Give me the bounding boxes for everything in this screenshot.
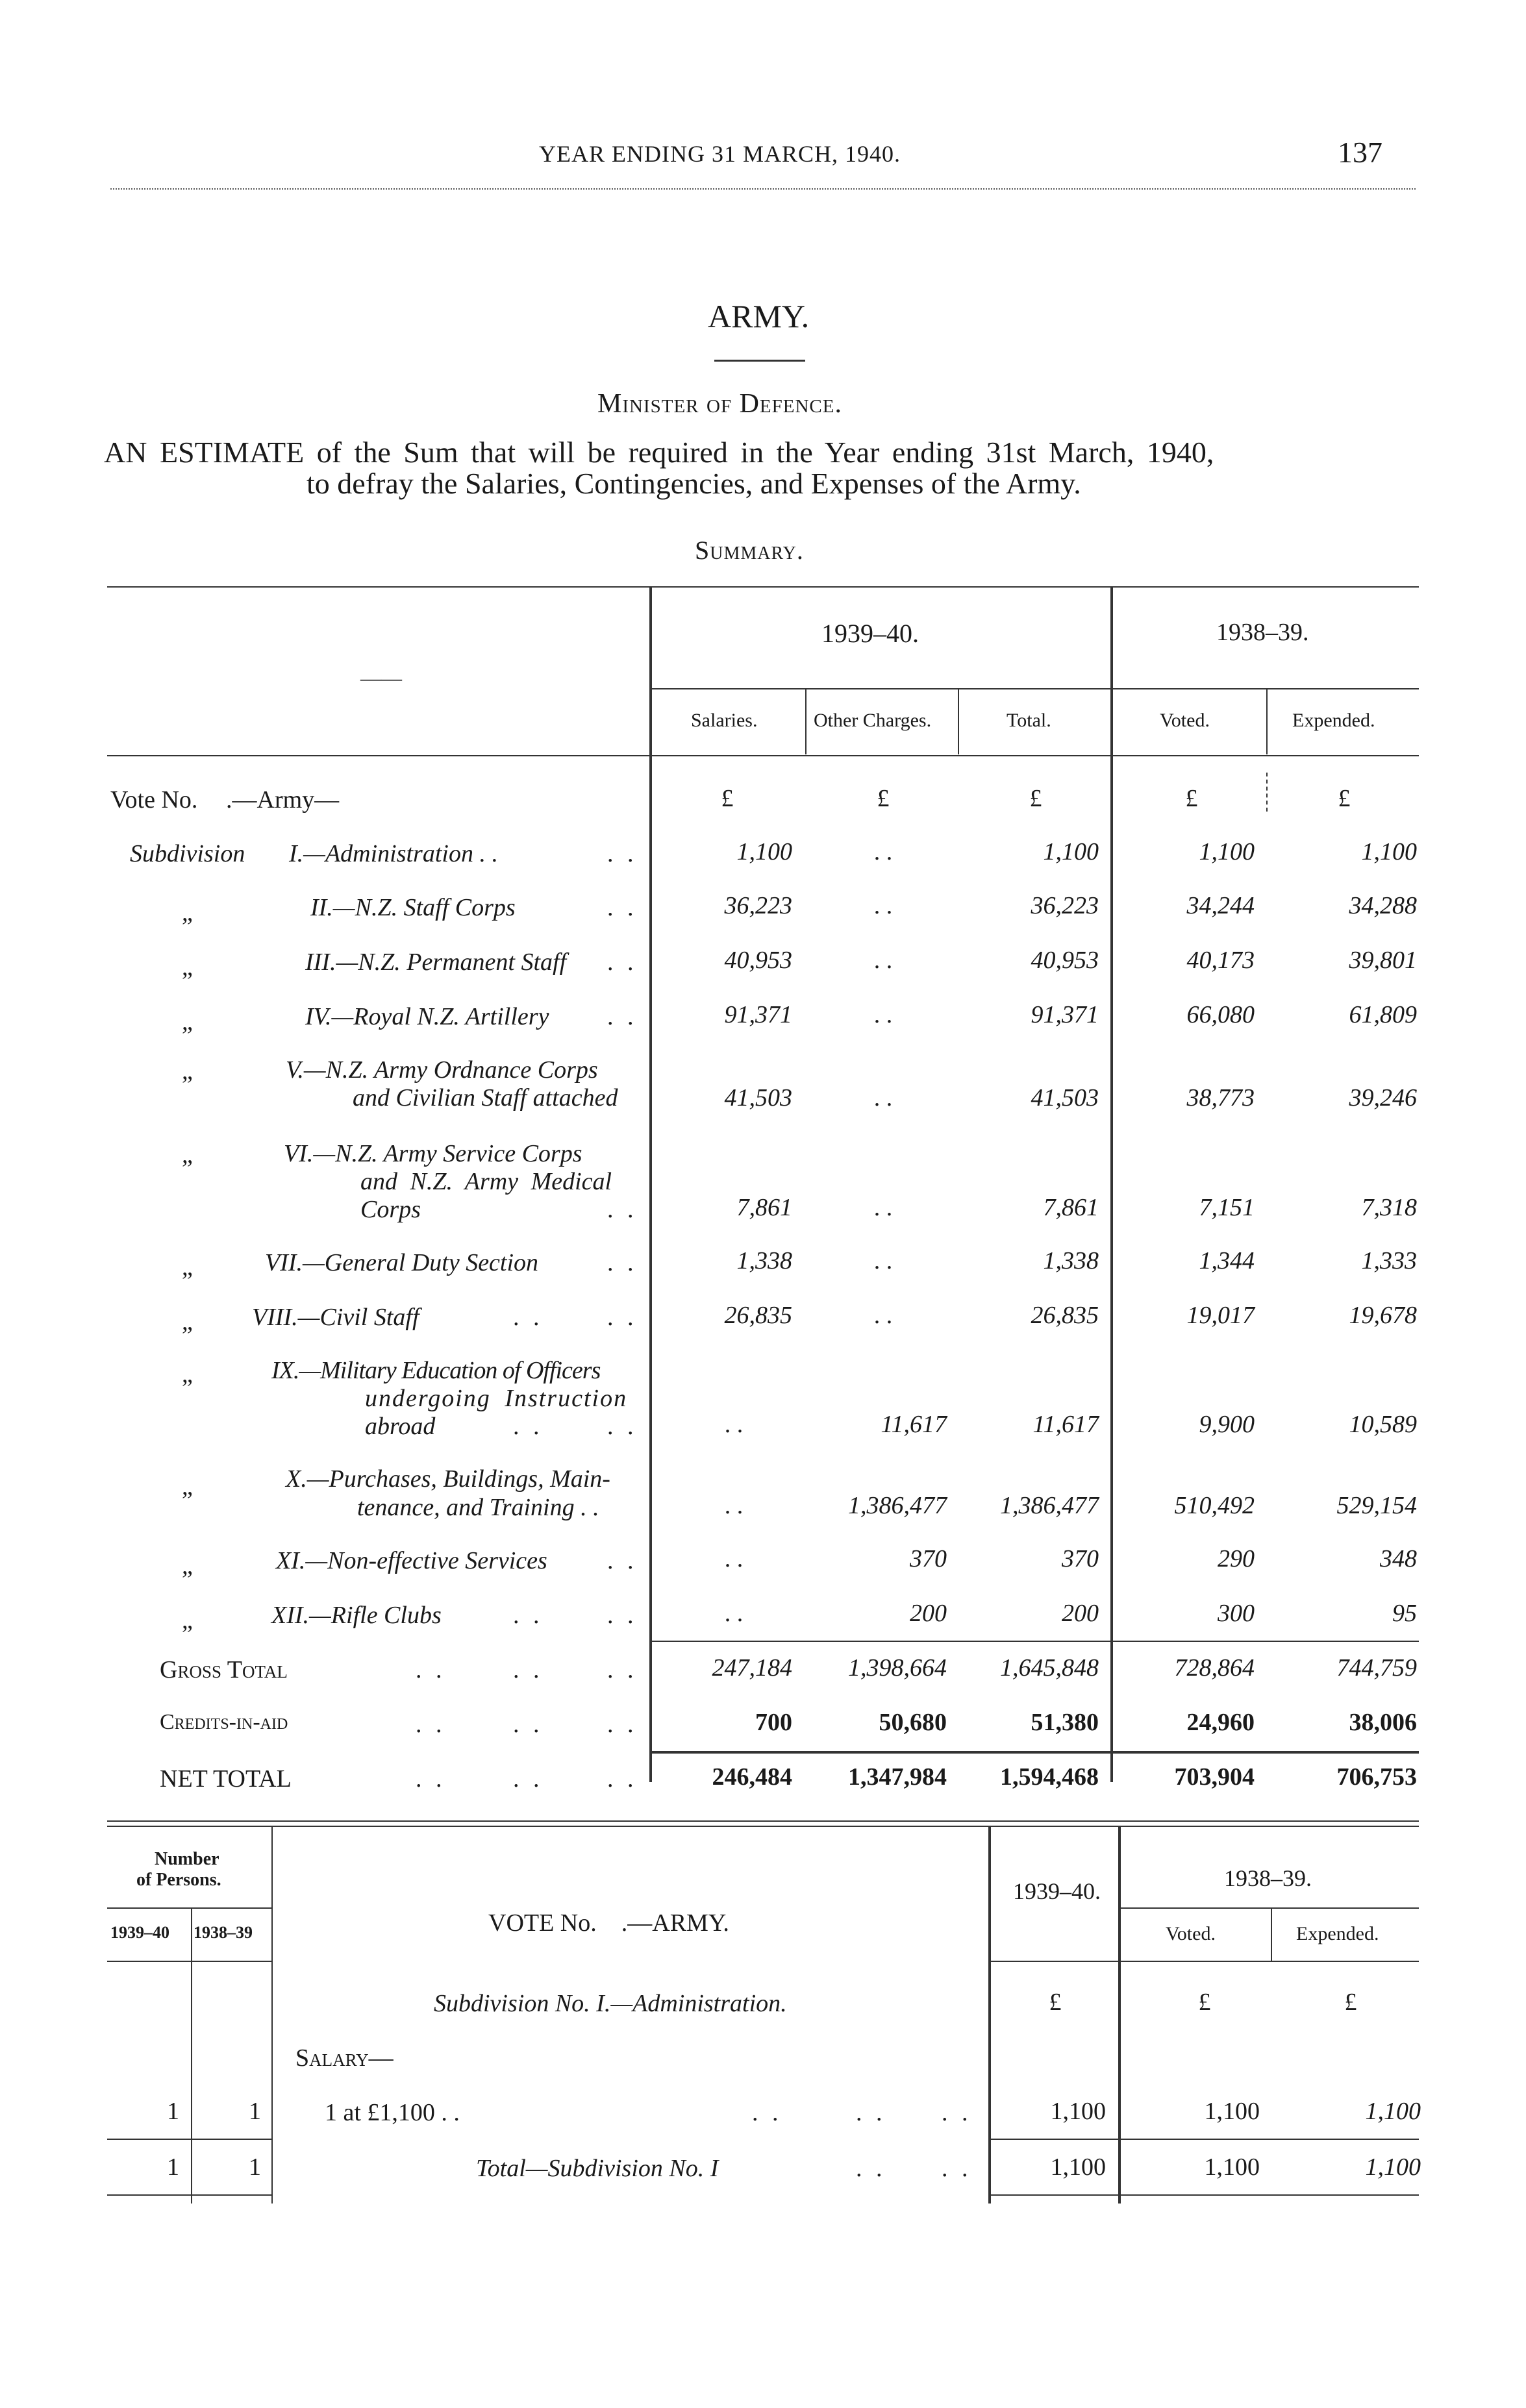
row-dots: . . — [607, 1304, 638, 1331]
estimate-line-2: to defray the Salaries, Contingencies, and Expenses of the Army. — [306, 467, 1081, 500]
row-label: XII.—Rifle Clubs — [271, 1602, 442, 1629]
row-voted: 9,900 — [1199, 1411, 1255, 1438]
row-label-line1: X.—Purchases, Buildings, Main- — [286, 1465, 610, 1493]
row-dots: . . — [607, 1249, 638, 1276]
ditto-mark: „ — [182, 1141, 193, 1169]
row-dots: . . — [607, 1711, 638, 1738]
row-total: 91,371 — [1031, 1001, 1099, 1028]
row-label: II.—N.Z. Staff Corps — [310, 894, 516, 921]
net-total: 1,594,468 — [1000, 1763, 1099, 1791]
row-total: 7,861 — [1043, 1194, 1099, 1221]
row-total: 370 — [1062, 1545, 1099, 1572]
row-voted: 1,100 — [1199, 838, 1255, 865]
vote-persons-divider — [191, 1909, 192, 2203]
row-expended: 529,154 — [1336, 1492, 1417, 1519]
row-dots: . . — [607, 1547, 638, 1574]
total-label: Total—Subdivision No. I — [476, 2155, 719, 2182]
gross-expended: 744,759 — [1336, 1654, 1417, 1682]
ditto-mark: „ — [182, 1308, 193, 1335]
title-rule — [714, 360, 805, 362]
vote-bottom-rule — [988, 2194, 1419, 2196]
salary-heading: Salary— — [295, 2044, 394, 2072]
row-dots: . . — [607, 1196, 638, 1223]
row-label-line2: undergoing Instruction — [365, 1385, 628, 1412]
pound-voted: £ — [1185, 785, 1198, 812]
row-dots: . . — [513, 1711, 544, 1738]
pound-total: £ — [1029, 785, 1042, 812]
page-number: 137 — [1338, 136, 1382, 169]
pound-current: £ — [1049, 1989, 1062, 2016]
item-persons-prev: 1 — [249, 2098, 261, 2125]
summary-year-prev: 1938–39. — [1216, 619, 1309, 646]
vote-no-label: Vote No. — [110, 786, 198, 813]
row-salaries: 91,371 — [724, 1001, 792, 1028]
total-persons-prev: 1 — [249, 2154, 261, 2181]
row-label: VII.—General Duty Section — [265, 1249, 539, 1276]
row-expended: 34,288 — [1349, 892, 1417, 919]
item-persons-current: 1 — [167, 2098, 179, 2125]
row-dots: . . — [607, 1413, 638, 1440]
ditto-mark: „ — [182, 1008, 193, 1036]
item-current: 1,100 — [1050, 2098, 1106, 2125]
gross-other: 1,398,664 — [848, 1654, 947, 1682]
ditto-mark: „ — [182, 1607, 193, 1634]
row-total: 1,386,477 — [1000, 1492, 1099, 1519]
row-label-line2: and N.Z. Army Medical — [360, 1168, 612, 1195]
item-expended: 1,100 — [1365, 2098, 1421, 2125]
estimate-line-1: AN ESTIMATE of the Sum that will be required in the Year ending 31st March, 1940, — [104, 436, 1214, 469]
summary-col-divider-5 — [1266, 689, 1268, 754]
gross-total: 1,645,848 — [1000, 1654, 1099, 1682]
row-salaries: 26,835 — [724, 1302, 792, 1329]
row-expended: 19,678 — [1349, 1302, 1417, 1329]
row-total: 1,338 — [1043, 1247, 1099, 1274]
row-dots: . . — [607, 949, 638, 976]
summary-heading: Summary. — [695, 536, 804, 565]
row-dots: . . — [513, 1656, 544, 1683]
row-other: . . — [873, 1247, 893, 1274]
row-label-line3: Corps — [360, 1196, 421, 1223]
net-salaries: 246,484 — [712, 1763, 792, 1791]
row-dots: . . — [513, 1602, 544, 1629]
ditto-mark: „ — [182, 1058, 193, 1085]
row-dots: . . — [752, 2099, 782, 2126]
row-dots: . . — [513, 1413, 544, 1440]
gross-rule — [649, 1641, 1419, 1642]
pound-salaries: £ — [721, 785, 734, 812]
row-dots: . . — [856, 2099, 886, 2126]
vote-col-expended: Expended. — [1296, 1923, 1379, 1944]
row-total: 41,503 — [1031, 1084, 1099, 1111]
row-label-line2: and Civilian Staff attached — [353, 1084, 618, 1111]
row-dots: . . — [856, 2155, 886, 2182]
summary-year-current: 1939–40. — [821, 619, 919, 648]
summary-stub-dash: —— — [360, 666, 402, 689]
vote-col-voted: Voted. — [1166, 1923, 1216, 1944]
row-other: . . — [873, 892, 893, 919]
row-salaries: 1,338 — [736, 1247, 792, 1274]
row-salaries: 40,953 — [724, 947, 792, 974]
vote-header-rule — [988, 1961, 1419, 1962]
row-label: VIII.—Civil Staff — [252, 1304, 419, 1331]
row-expended: 95 — [1392, 1600, 1417, 1627]
row-total: 40,953 — [1031, 947, 1099, 974]
row-other: . . — [873, 1084, 893, 1111]
vote-col-divider-1 — [988, 1827, 991, 2203]
total-persons-current: 1 — [167, 2154, 179, 2181]
row-dots: . . — [607, 894, 638, 921]
col-salaries: Salaries. — [691, 710, 758, 731]
row-voted: 1,344 — [1199, 1247, 1255, 1274]
row-other: 11,617 — [881, 1411, 947, 1438]
summary-col-divider-3 — [958, 689, 959, 754]
row-other: . . — [873, 1302, 893, 1329]
row-expended: 39,246 — [1349, 1084, 1417, 1111]
pound-voted: £ — [1198, 1989, 1211, 2016]
row-label: XI.—Non-effective Services — [276, 1547, 547, 1574]
net-voted: 703,904 — [1174, 1763, 1255, 1791]
row-salaries: 36,223 — [724, 892, 792, 919]
number-of-persons-1: Number — [155, 1849, 219, 1869]
row-dots: . . — [607, 1765, 638, 1793]
row-dots: . . — [416, 1765, 446, 1793]
item-voted: 1,100 — [1204, 2098, 1260, 2125]
ditto-mark: „ — [182, 954, 193, 981]
row-dots: . . — [942, 2099, 972, 2126]
persons-header-rule — [107, 1961, 271, 1962]
row-voted: 290 — [1218, 1545, 1255, 1572]
persons-bottom-rule — [107, 2194, 271, 2196]
page-title: ARMY. — [708, 298, 810, 334]
row-dots: . . — [607, 840, 638, 867]
row-dots: . . — [513, 1765, 544, 1793]
vote-heading: VOTE No. .—ARMY. — [488, 1909, 729, 1937]
row-dots: . . — [513, 1304, 544, 1331]
ditto-mark: „ — [182, 1361, 193, 1388]
credits-voted: 24,960 — [1186, 1709, 1255, 1736]
row-expended: 1,100 — [1361, 838, 1417, 865]
row-label-line3: abroad — [365, 1413, 436, 1440]
ditto-mark: „ — [182, 1552, 193, 1580]
row-other: . . — [873, 1001, 893, 1028]
vote-no-suffix: .—Army— — [226, 786, 340, 813]
col-persons-prev: 1938–39 — [194, 1923, 253, 1942]
row-total: 26,835 — [1031, 1302, 1099, 1329]
col-voted: Voted. — [1160, 710, 1210, 731]
row-other: . . — [873, 838, 893, 865]
row-salaries: 41,503 — [724, 1084, 792, 1111]
row-voted: 40,173 — [1186, 947, 1255, 974]
ditto-mark: „ — [182, 1254, 193, 1281]
row-label-line2: tenance, and Training . . — [357, 1494, 599, 1521]
row-label: I.—Administration . . — [289, 840, 498, 867]
persons-rule — [107, 1907, 271, 1909]
row-dots: . . — [607, 1003, 638, 1030]
row-salaries: . . — [724, 1411, 744, 1438]
running-title: YEAR ENDING 31 MARCH, 1940. — [539, 141, 901, 167]
ditto-mark: „ — [182, 1473, 193, 1500]
header-rule — [110, 188, 1416, 190]
row-voted: 19,017 — [1186, 1302, 1255, 1329]
prev-year-rule — [1118, 1907, 1419, 1909]
row-voted: 34,244 — [1186, 892, 1255, 919]
row-dots: . . — [416, 1711, 446, 1738]
row-voted: 300 — [1218, 1600, 1255, 1627]
net-rule — [649, 1751, 1419, 1754]
row-expended: 61,809 — [1349, 1001, 1417, 1028]
row-total: 1,100 — [1043, 838, 1099, 865]
net-expended: 706,753 — [1336, 1763, 1417, 1791]
row-other: . . — [873, 1194, 893, 1221]
row-voted: 66,080 — [1186, 1001, 1255, 1028]
row-expended: 7,318 — [1361, 1194, 1417, 1221]
credits-total: 51,380 — [1031, 1709, 1099, 1736]
row-voted: 38,773 — [1186, 1084, 1255, 1111]
row-expended: 348 — [1380, 1545, 1417, 1572]
pound-expended: £ — [1338, 785, 1351, 812]
credits-expended: 38,006 — [1349, 1709, 1417, 1736]
row-expended: 39,801 — [1349, 947, 1417, 974]
subdivision-title: Subdivision No. I.—Administration. — [434, 1990, 787, 2017]
row-label-line1: VI.—N.Z. Army Service Corps — [284, 1140, 582, 1167]
summary-top-rule — [107, 586, 1419, 588]
credits-other: 50,680 — [879, 1709, 947, 1736]
col-expended: Expended. — [1292, 710, 1375, 731]
row-salaries: 1,100 — [736, 838, 792, 865]
row-total: 11,617 — [1032, 1411, 1099, 1438]
net-total-label: NET TOTAL — [160, 1765, 292, 1793]
row-label: III.—N.Z. Permanent Staff — [305, 949, 567, 976]
subdivision-word: Subdivision — [130, 840, 245, 867]
vote-col-divider-3 — [1271, 1909, 1272, 1961]
summary-subheader-rule — [649, 688, 1419, 689]
summary-col-divider-2 — [805, 689, 807, 754]
row-dots: . . — [942, 2155, 972, 2182]
item-label: 1 at £1,100 . . — [325, 2099, 460, 2126]
number-of-persons-2: of Persons. — [136, 1870, 221, 1890]
total-current: 1,100 — [1050, 2154, 1106, 2181]
net-other: 1,347,984 — [848, 1763, 947, 1791]
persons-total-rule — [107, 2139, 271, 2140]
vote-year-current: 1939–40. — [1013, 1878, 1101, 1904]
vote-stub-divider — [271, 1827, 273, 2203]
credits-salaries: 700 — [755, 1709, 792, 1736]
vote-top-rule-1 — [107, 1820, 1419, 1822]
row-total: 200 — [1062, 1600, 1099, 1627]
col-total: Total. — [1007, 710, 1051, 731]
vote-total-rule — [988, 2139, 1419, 2140]
row-salaries: 7,861 — [736, 1194, 792, 1221]
vote-col-divider-2 — [1118, 1827, 1121, 2203]
vote-top-rule-2 — [107, 1826, 1419, 1827]
row-dots: . . — [416, 1656, 446, 1683]
row-salaries: . . — [724, 1600, 744, 1627]
pound-expended: £ — [1344, 1989, 1357, 2016]
row-label-line1: V.—N.Z. Army Ordnance Corps — [286, 1056, 598, 1084]
row-other: 1,386,477 — [848, 1492, 947, 1519]
row-dots: . . — [607, 1602, 638, 1629]
minister-heading: Minister of Defence. — [597, 389, 842, 419]
row-label: IV.—Royal N.Z. Artillery — [305, 1003, 549, 1030]
summary-col-divider-1 — [649, 588, 652, 1782]
col-other-charges: Other Charges. — [814, 710, 932, 731]
row-salaries: . . — [724, 1492, 744, 1519]
row-total: 36,223 — [1031, 892, 1099, 919]
row-other: 370 — [910, 1545, 947, 1572]
summary-col-divider-6 — [1266, 773, 1268, 812]
vote-year-prev: 1938–39. — [1224, 1865, 1312, 1891]
row-expended: 10,589 — [1349, 1411, 1417, 1438]
gross-voted: 728,864 — [1174, 1654, 1255, 1682]
col-persons-current: 1939–40 — [110, 1923, 169, 1942]
total-expended: 1,100 — [1365, 2154, 1421, 2181]
total-voted: 1,100 — [1204, 2154, 1260, 2181]
row-voted: 7,151 — [1199, 1194, 1255, 1221]
row-other: 200 — [910, 1600, 947, 1627]
pound-other: £ — [877, 785, 890, 812]
row-salaries: . . — [724, 1545, 744, 1572]
ditto-mark: „ — [182, 899, 193, 926]
row-expended: 1,333 — [1361, 1247, 1417, 1274]
row-other: . . — [873, 947, 893, 974]
gross-total-label: Gross Total — [160, 1656, 288, 1683]
gross-salaries: 247,184 — [712, 1654, 792, 1682]
row-dots: . . — [607, 1656, 638, 1683]
summary-header-bottom-rule — [107, 755, 1419, 756]
row-voted: 510,492 — [1174, 1492, 1255, 1519]
row-label-line1: IX.—Military Education of Officers — [271, 1357, 601, 1384]
credits-in-aid-label: Credits-in-aid — [160, 1710, 288, 1734]
